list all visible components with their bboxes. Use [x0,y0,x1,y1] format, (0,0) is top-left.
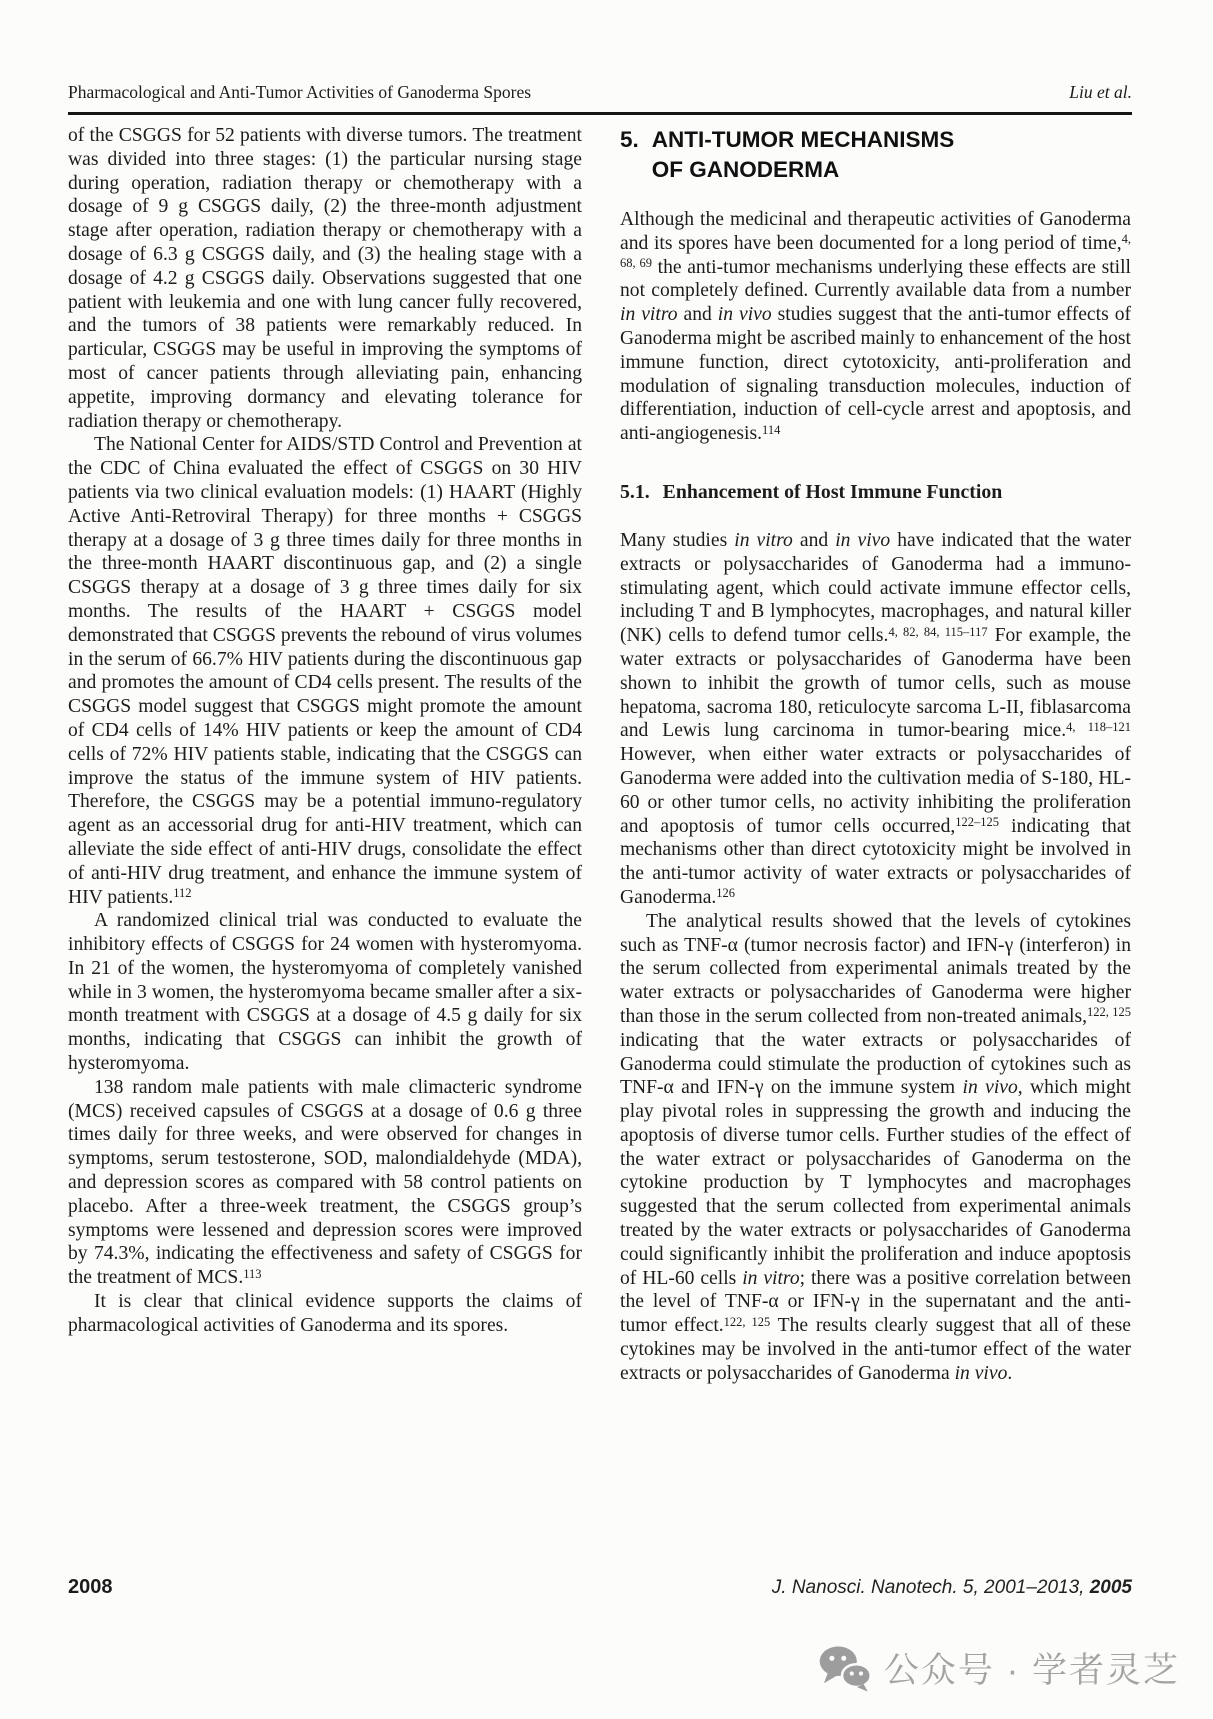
paragraph [620,208,1131,446]
running-author: Liu et al. [1069,82,1132,102]
text-run: and [792,529,836,551]
text-run: have indicated that the water extracts or polysaccharides of Ganoderma had a immuno-stimulating agent, which could activate immune effector cells, including T and B lymphocytes, macrophages, and natural killer (NK) cells to defend tumor cells. [620,529,1132,647]
right-column [620,124,1131,1386]
italic-text: in vivo [835,529,891,551]
subsection-heading [620,480,1131,504]
italic-text: J. Nanosci. Nanotech. 5, 2001–2013, [771,1577,1090,1598]
italic-text: in vitro [620,304,678,326]
text-run: indicating that the water extracts or polysaccharides of Ganoderma could stimulate the production of cytokines such as TNF-α and IFN-γ on the immune system [620,1029,1131,1099]
reference-superscript: 114 [762,422,781,437]
paragraph [68,1076,582,1290]
text-run: However, when either water extracts or polysaccharides of Ganoderma were added into the cultivation media of S-180, HL-60 or other tumor cells, no activity inhibiting the proliferation and apoptosis of tumor cells occurred, [620,744,1131,837]
italic-text: in vivo [962,1077,1018,1099]
page-header [68,82,1132,103]
italic-text: in vitro [734,529,793,551]
text-run: indicating that mechanisms other than direct cytotoxicity might be involved in the anti-tumor activity of water extracts or polysaccharides of Ganoderma. [620,815,1131,908]
text-run: of the CSGGS for 52 patients with diverse tumors. The treatment was divided into three stages: (1) the particular nursing stage during operation, radiation therapy or chemotherapy with a dosage of 9 g CSGGS daily, (2) the three-month adjustment stage after operation, radiation therapy or chemotherapy with a dosage of 6.3 g CSGGS daily, and (3) the healing stage with a dosage of 4.2 g CSGGS daily. Observations suggested that one patient with leukemia and one with lung cancer fully recovered, and the tumors of 38 patients were remarkably reduced. In particular, CSGGS may be useful in improving the symptoms of most of cancer patients through alleviating pain, enhancing appetite, improving dormancy and elevating tolerance for radiation therapy or chemotherapy. [68,125,582,432]
running-title: Pharmacological and Anti-Tumor Activities of Ganoderma Spores [68,82,532,102]
section-heading [620,125,1131,184]
text-run: 138 random male patients with male climacteric syndrome (MCS) received capsules of CSGGS at a dosage of 0.6 g three times daily for three weeks, and were observed for changes in symptoms, serum testosterone, SOD, malondialdehyde (MDA), and depression scores as compared with 58 control patients on placebo. After a three-week treatment, the CSGGS group’s symptoms were lessened and depression scores were improved by 74.3%, indicating the effectiveness and safety of CSGGS for the treatment of MCS. [68,1076,582,1289]
section-title: ANTI-TUMOR MECHANISMS OF GANODERMA [651,127,955,182]
reference-superscript: 4, 82, 84, 115–117 [888,624,988,639]
text-run: . [1007,1362,1013,1384]
paragraph [68,909,582,1076]
section-number: 5. [620,127,639,152]
paragraph [68,1290,582,1338]
text-run: the anti-tumor mechanisms underlying these effects are still not completely defined. Currently available data from a number [620,256,1132,302]
italic-text: in vivo [954,1362,1008,1384]
reference-superscript: 126 [716,886,736,901]
header-rule [68,112,1132,115]
paragraph [68,124,582,433]
text-run: and [677,304,718,326]
italic-text: in vitro [742,1267,800,1289]
text-run: ; there was a positive correlation between the level of TNF-α or IFN-γ in the supernatant and the anti-tumor effect. [620,1267,1131,1337]
reference-superscript: 4, 68, 69 [620,232,1131,270]
bold-italic-text: 2005 [1089,1577,1132,1598]
reference-superscript: 113 [243,1266,262,1281]
paragraph [68,433,582,909]
wechat-icon [818,1644,872,1692]
page-number: 2008 [68,1576,113,1598]
subsection-title: Enhancement of Host Immune Function [662,480,1003,503]
reference-superscript: 122, 125 [723,1314,771,1329]
text-run: studies suggest that the anti-tumor effects of Ganoderma might be ascribed mainly to enhancement of the host immune function, direct cytotoxicity, anti-proliferation and modulation of signaling transduction molecules, induction of differentiation, induction of cell-cycle arrest and apoptosis, and anti-angiogenesis. [620,304,1132,445]
text-run: Although the medicinal and therapeutic activities of Ganoderma and its spores have been documented for a long period of time, [620,209,1131,254]
text-run: The National Center for AIDS/STD Control and Prevention at the CDC of China evaluated the effect of CSGGS on 30 HIV patients via two clinical evaluation models: (1) HAART (Highly Active Anti-Retroviral Therapy) for three months + CSGGS therapy at a dosage of 3 g three times daily for three months in the three-month HAART discontinuous gap, and (2) a single CSGGS therapy at a dosage of 3 g three times daily for six months. The results of the HAART + CSGGS model demonstrated that CSGGS prevents the rebound of virus volumes in the serum of 66.7% HIV patients during the discontinuous gap and promotes the amount of CD4 cells present. The results of the CSGGS model suggest that CSGGS might promote the amount of CD4 cells of 14% HIV patients or keep the amount of CD4 cells of 72% HIV patients stable, indicating that the CSGGS can improve the status of the immune system of HIV patients. Therefore, the CSGGS may be a potential immuno-regulatory agent as an accessorial drug for anti-HIV treatment, which can alleviate the side effect of anti-HIV drugs, consolidate the effect of anti-HIV drug treatment, and enhance the immune system of HIV patients. [68,434,582,908]
watermark [818,1643,1180,1693]
italic-text: in vivo [717,304,772,326]
paragraph [620,529,1131,910]
text-run: , which might play pivotal roles in suppressing the growth and inducing the apoptosis of diverse tumor cells. Further studies of the effect of the water extract or polysaccharides of Ganoderma on the cytokine production by T lymphocytes and macrophages suggested that the serum collected from experimental animals treated by the water extracts or polysaccharides of Ganoderma could significantly inhibit the proliferation and induce apoptosis of HL-60 cells [620,1077,1131,1289]
reference-superscript: 4, 118–121 [1066,719,1131,734]
reference-superscript: 122, 125 [1087,1005,1132,1020]
left-column [68,124,582,1338]
watermark-label: 公众号 · 学者灵芝 [883,1651,1180,1690]
text-run: For example, the water extracts or polysaccharides of Ganoderma have been shown to inhibit the growth of tumor cells, such as mouse hepatoma, sacroma 180, reticulocyte sarcoma L-II, fiblasarcoma and Lewis lung carcinoma in tumor-bearing mice. [620,625,1132,742]
text-run: The results clearly suggest that all of these cytokines may be involved in the anti-tumor effect of the water extracts or polysaccharides of Ganoderma [620,1315,1131,1384]
text-run: A randomized clinical trial was conducted to evaluate the inhibitory effects of CSGGS for 24 women with hysteromyoma. In 21 of the women, the hysteromyoma of completely vanished while in 3 women, the hysteromyoma became smaller after a six-month treatment with CSGGS at a dosage of 4.5 g daily for six months, indicating that CSGGS can inhibit the growth of hysteromyoma. [68,910,582,1075]
text-run: Many studies [620,529,735,551]
text-run: It is clear that clinical evidence supports the claims of pharmacological activities of Ganoderma and its spores. [68,1291,582,1336]
subsection-number: 5.1. [620,480,650,503]
reference-superscript: 112 [173,885,192,900]
text-run: The analytical results showed that the levels of cytokines such as TNF-α (tumor necrosis factor) and IFN-γ (interferon) in the serum collected from experimental animals treated by the water extracts or polysaccharides of Ganoderma were higher than those in the serum collected from non-treated animals, [620,910,1131,1027]
journal-citation [772,1577,1132,1599]
paragraph [620,910,1131,1386]
reference-superscript: 122–125 [955,814,1000,829]
